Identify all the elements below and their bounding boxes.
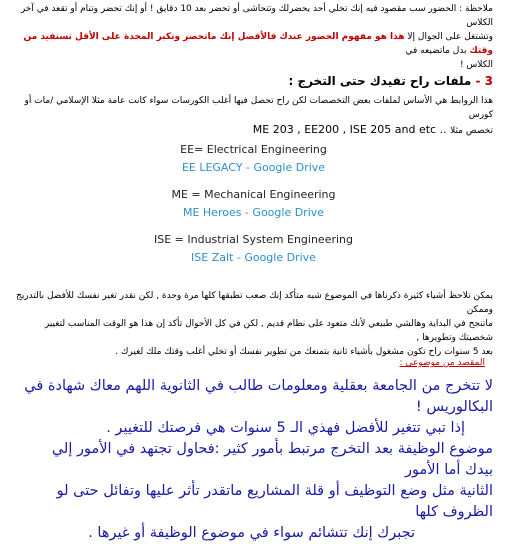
closing-line-1: يمكن تلاحظ أشياء كثيرة ذكرناها في الموضوع شبه متأكد إنك صعب تطبقها كلها مرة وحدة , لكن نقدر تغير نفسك للأفضل بالتدريج وممكن: [16, 291, 493, 315]
note-line-2-end: بدل ماتضيعه في: [405, 46, 467, 56]
note-line-3: الكلاس !: [459, 60, 493, 70]
section-intro-line-2-ar: تخصص مثلا: [450, 126, 493, 136]
main-message-line-3: موضوع الوظيفة بعد التخرج مرتبط بأمور كثير :فحاول تجتهد في الأمور إلي بيدك أما الأمور: [51, 441, 493, 478]
note-line-2-start: وتشتغل على الجوال إلا: [404, 32, 493, 42]
section-heading: [16, 74, 493, 88]
link-label-ee: EE= Electrical Engineering: [180, 143, 327, 156]
link-block-ee: [0, 141, 507, 177]
purpose-subtitle: المقصد من موضوعي :: [399, 358, 485, 368]
closing-line-3: بعد 5 سنوات راح تكون مشغول بأشياء ثانية بتمنعك من تطوير نفسك أو تخلي أغلب وقتك ملك لغيرك .: [115, 347, 493, 357]
note-line-2-highlight: هذا هو مفهوم الحضور عندك فالأفضل إنك ماتحضر وتكبر المخدة على الأقل تستفيد من وقتك: [23, 32, 493, 56]
section-title: ملفات راح تفيدك حتى التخرج :: [288, 74, 472, 88]
section-intro: [16, 94, 493, 139]
section-number: 3 -: [471, 74, 493, 88]
main-message-line-1: لا تتخرج من الجامعة بعقلية ومعلومات طالب في الثانوية اللهم معاك شهادة في البكالوريس !: [24, 378, 493, 415]
main-message-line-5: تجبرك إنك تتشائم سواء في موضوع الوظيفة أو غيرها .: [88, 525, 415, 541]
closing-line-2: ماتنجح في البداية وهالشي طبيعي لأنك متعود على نظام قديم , لكن في كل الأحوال تأكد إن هذا هو الوقت المناسب لتغيير شخصيتك وتطويرها ,: [44, 319, 493, 343]
closing-paragraph: [16, 289, 493, 359]
section-intro-line-2-courses: ME 203 , EE200 , ISE 205 and etc ..: [252, 123, 447, 136]
link-ise-drive[interactable]: ISE Zalt - Google Drive: [191, 251, 316, 264]
main-message-line-4: الثانية مثل وضع التوظيف أو قلة المشاريع ماتقدر تأثر عليها وتفائل حتى لو الظروف كلها: [56, 483, 493, 520]
main-message: [20, 376, 493, 544]
link-block-ise: [0, 231, 507, 267]
note-line-1: ملاحظة : الحضور سب مقصود فيه إنك تخلي أحد يحضرلك وتتحاشى أو تحضر بعد 10 دقايق ! أو إنك تحضر وتنام أو تقعد في آخر الكلاس: [20, 4, 493, 28]
link-ee-drive[interactable]: EE LEGACY - Google Drive: [181, 161, 326, 174]
link-label-me: ME = Mechanical Engineering: [171, 188, 336, 201]
link-label-ise: ISE = Industrial System Engineering: [154, 233, 353, 246]
link-me-drive[interactable]: ME Heroes - Google Drive: [182, 206, 325, 219]
link-block-me: [0, 186, 507, 222]
note-line-2: [16, 30, 493, 58]
main-message-line-2: إذا تبي تتغير للأفضل فهذي الـ 5 سنوات هي فرصتك للتغيير .: [106, 420, 465, 436]
section-intro-line-2: [16, 122, 493, 139]
section-intro-line-1: هذا الروابط هي الأساس لملفات بعض التخصصات لكن راح تحصل فيها أغلب الكورسات سواء كانت عامة مثلا الإسلامي /مات أو كورس: [24, 96, 493, 120]
attendance-note: [16, 2, 493, 72]
